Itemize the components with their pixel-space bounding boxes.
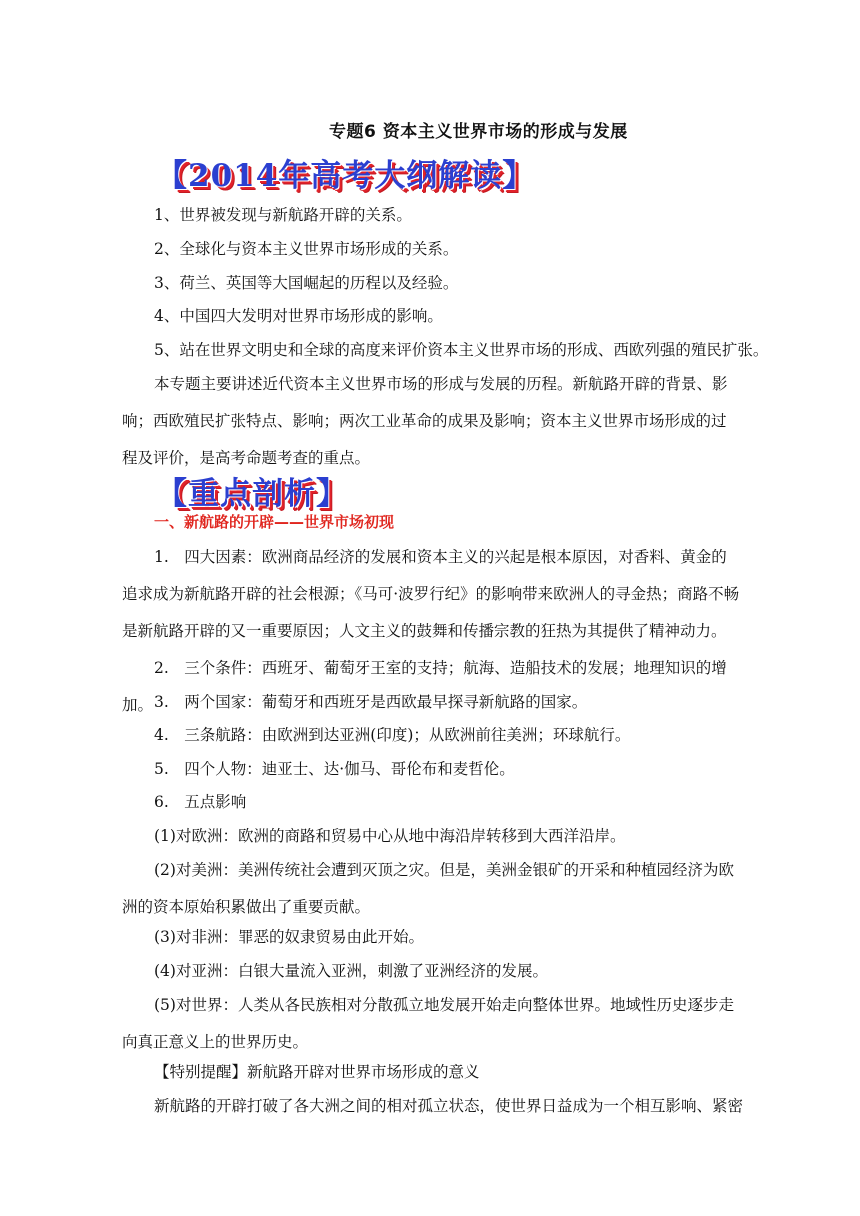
point-3: 3. 两个国家：葡萄牙和西班牙是西欧最早探寻新航路的国家。 (154, 693, 588, 711)
impact-2: (2)对美洲：美洲传统社会遭到灭顶之灾。但是，美洲金银矿的开采和种植园经济为欧洲的资本原始积累做出了重要贡献。 (122, 861, 734, 916)
page-title: 专题6 资本主义世界市场的形成与发展 (329, 122, 628, 142)
outline-item-4: 4、中国四大发明对世界市场形成的影响。 (154, 307, 443, 325)
tip-paragraph: 新航路的开辟打破了各大洲之间的相对孤立状态，使世界日益成为一个相互影响、紧密 (154, 1097, 744, 1115)
section-banner-outline: 【2014年高考大纲解读】 (156, 158, 535, 194)
outline-item-5: 5、站在世界文明史和全球的高度来评价资本主义世界市场的形成、西欧列强的殖民扩张。 (154, 341, 769, 359)
point-2: 2. 三个条件：西班牙、葡萄牙王室的支持；航海、造船技术的发展；地理知识的增加。 (122, 659, 727, 714)
section-banner-key-points: 【重点剖析】 (156, 476, 348, 512)
outline-item-1: 1、世界被发现与新航路开辟的关系。 (154, 206, 412, 224)
impact-1: (1)对欧洲：欧洲的商路和贸易中心从地中海沿岸转移到大西洋沿岸。 (154, 827, 626, 845)
impact-3: (3)对非洲：罪恶的奴隶贸易由此开始。 (154, 928, 424, 946)
special-tip: 【特别提醒】新航路开辟对世界市场形成的意义 (154, 1063, 480, 1081)
section-heading: 一、新航路的开辟——世界市场初现 (154, 513, 395, 531)
point-6: 6. 五点影响 (154, 793, 247, 811)
impact-4: (4)对亚洲：白银大量流入亚洲，刺激了亚洲经济的发展。 (154, 962, 548, 980)
point-4: 4. 三条航路：由欧洲到达亚洲(印度)；从欧洲前往美洲；环球航行。 (154, 726, 631, 744)
outline-item-2: 2、全球化与资本主义世界市场形成的关系。 (154, 240, 459, 258)
point-5: 5. 四个人物：迪亚士、达·伽马、哥伦布和麦哲伦。 (154, 760, 515, 778)
point-1: 1. 四大因素：欧洲商品经济的发展和资本主义的兴起是根本原因，对香料、黄金的追求成为新航路开辟的社会根源；《马可·波罗行纪》的影响带来欧洲人的寻金热；商路不畅是新航路开辟的又一重要原因；人文主义的鼓舞和传播宗教的狂热为其提供了精神动力。 (122, 548, 740, 640)
impact-5: (5)对世界：人类从各民族相对分散孤立地发展开始走向整体世界。地域性历史逐步走向真正意义上的世界历史。 (122, 996, 734, 1051)
outline-item-3: 3、荷兰、英国等大国崛起的历程以及经验。 (154, 274, 459, 292)
intro-paragraph: 本专题主要讲述近代资本主义世界市场的形成与发展的历程。新航路开辟的背景、影响；西欧殖民扩张特点、影响；两次工业革命的成果及影响；资本主义世界市场形成的过程及评价，是高考命题考查的重点。 (122, 375, 728, 467)
